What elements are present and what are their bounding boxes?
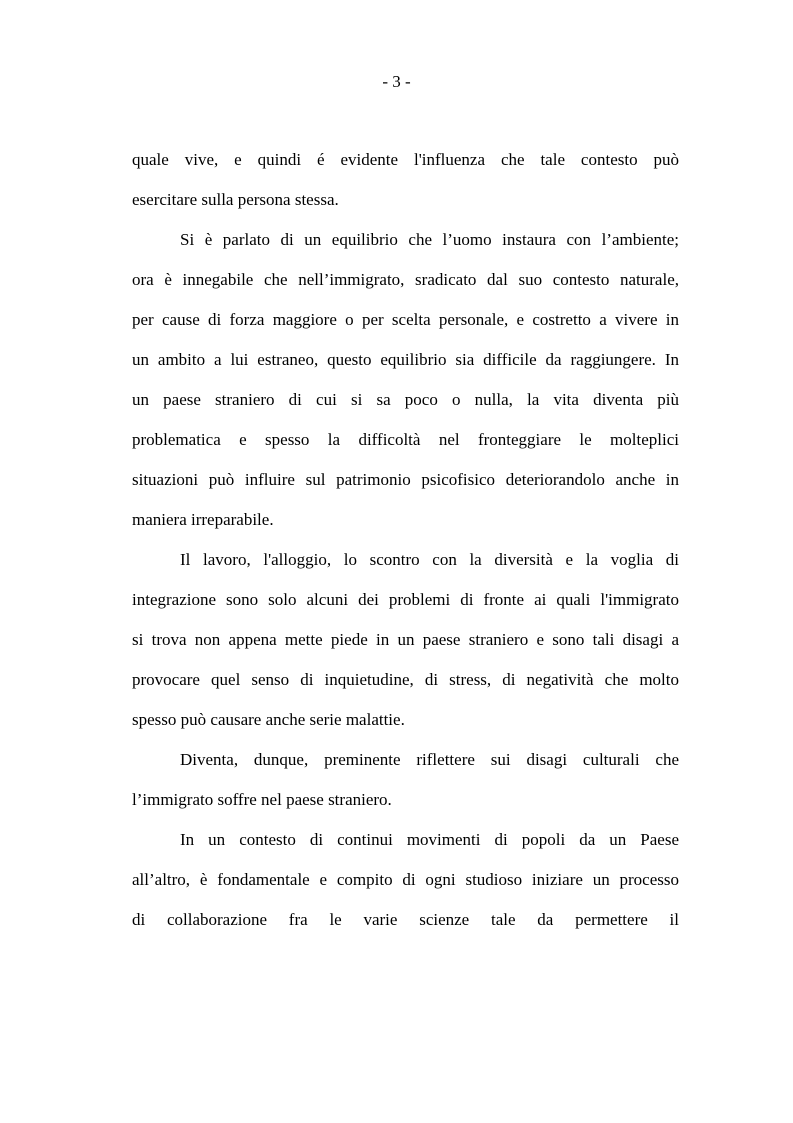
text-line: maniera irreparabile.: [132, 510, 274, 529]
text-line: Il lavoro, l'alloggio, lo scontro con la diversità e la voglia di: [180, 550, 679, 569]
text-line: quale vive, e quindi é evidente l'influenza che tale contesto può: [132, 150, 679, 169]
text-line: si trova non appena mette piede in un paese straniero e sono tali disagi a: [132, 630, 679, 649]
text-line: integrazione sono solo alcuni dei problemi di fronte ai quali l'immigrato: [132, 590, 679, 609]
text-line: ora è innegabile che nell’immigrato, sradicato dal suo contesto naturale,: [132, 270, 679, 289]
text-line: un ambito a lui estraneo, questo equilibrio sia difficile da raggiungere. In: [132, 350, 679, 369]
text-line: Diventa, dunque, preminente riflettere sui disagi culturali che: [180, 750, 679, 769]
text-line: di collaborazione fra le varie scienze tale da permettere il: [132, 910, 679, 929]
text-line: esercitare sulla persona stessa.: [132, 190, 339, 209]
text-line: per cause di forza maggiore o per scelta personale, e costretto a vivere in: [132, 310, 679, 329]
page-number: - 3 -: [382, 72, 411, 91]
text-line: provocare quel senso di inquietudine, di stress, di negatività che molto: [132, 670, 679, 689]
text-line: Si è parlato di un equilibrio che l’uomo instaura con l’ambiente;: [180, 230, 679, 249]
text-line: all’altro, è fondamentale e compito di ogni studioso iniziare un processo: [132, 870, 679, 889]
text-line: un paese straniero di cui si sa poco o nulla, la vita diventa più: [132, 390, 679, 409]
text-line: spesso può causare anche serie malattie.: [132, 710, 405, 729]
text-line: In un contesto di continui movimenti di popoli da un Paese: [180, 830, 679, 849]
text-line: problematica e spesso la difficoltà nel fronteggiare le molteplici: [132, 430, 679, 449]
text-line: l’immigrato soffre nel paese straniero.: [132, 790, 392, 809]
text-line: situazioni può influire sul patrimonio psicofisico deteriorandolo anche in: [132, 470, 679, 489]
